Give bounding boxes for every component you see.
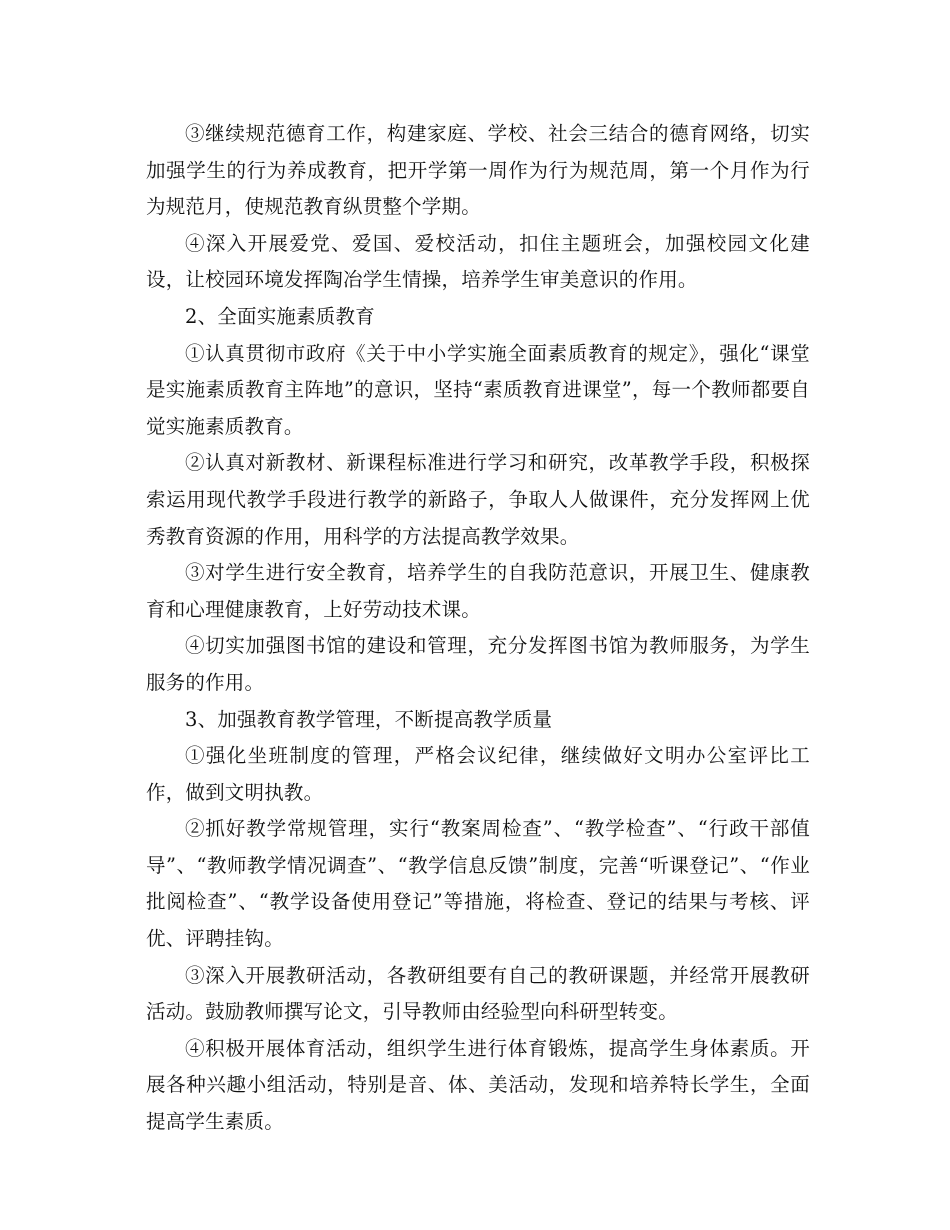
- paragraph-sports-activities: ④积极开展体育活动，组织学生进行体育锻炼，提高学生身体素质。开展各种兴趣小组活动，特别是音、体、美活动，发现和培养特长学生，全面提高学生素质。: [146, 1036, 810, 1134]
- paragraph-patriotic-activities: ④深入开展爱党、爱国、爱校活动，扣住主题班会，加强校园文化建设，让校园环境发挥陶冶学生情操，培养学生审美意识的作用。: [146, 231, 810, 292]
- paragraph-teaching-research: ③深入开展教研活动，各教研组要有自己的教研课题，并经常开展教研活动。鼓励教师撰写论文，引导教师由经验型向科研型转变。: [146, 963, 810, 1024]
- paragraph-office-system: ①强化坐班制度的管理，严格会议纪律，继续做好文明办公室评比工作，做到文明执教。: [146, 744, 810, 804]
- paragraph-teaching-routine: ②抓好教学常规管理，实行“教案周检查”、“教学检查”、“行政干部值导”、“教师教学情况调查”、“教学信息反馈”制度，完善“听课登记”、“作业批阅检查”、“教学设备使用登记”等措施，将检查、登记的结果与考核、评优、评聘挂钩。: [146, 817, 810, 951]
- paragraph-safety-education: ③对学生进行安全教育，培养学生的自我防范意识，开展卫生、健康教育和心理健康教育，上好劳动技术课。: [146, 561, 810, 621]
- document-page: [146, 116, 810, 1141]
- section-heading-quality-education: 2、全面实施素质教育: [185, 304, 375, 328]
- section-heading-teaching-management: 3、加强教育教学管理，不断提高教学质量: [185, 707, 553, 731]
- paragraph-new-curriculum: ②认真对新教材、新课程标准进行学习和研究，改革教学手段，积极探索运用现代教学手段进行教学的新路子，争取人人做课件，充分发挥网上优秀教育资源的作用，用科学的方法提高教学效果。: [146, 451, 810, 548]
- paragraph-library: ④切实加强图书馆的建设和管理，充分发挥图书馆为教师服务，为学生服务的作用。: [146, 634, 810, 694]
- paragraph-moral-education: ③继续规范德育工作，构建家庭、学校、社会三结合的德育网络，切实加强学生的行为养成教育，把开学第一周作为行为规范周，第一个月作为行为规范月，使规范教育纵贯整个学期。: [146, 122, 810, 219]
- paragraph-implement-regulations: ①认真贯彻市政府《关于中小学实施全面素质教育的规定》，强化“课堂是实施素质教育主阵地”的意识，坚持“素质教育进课堂”，每一个教师都要自觉实施素质教育。: [146, 341, 810, 438]
